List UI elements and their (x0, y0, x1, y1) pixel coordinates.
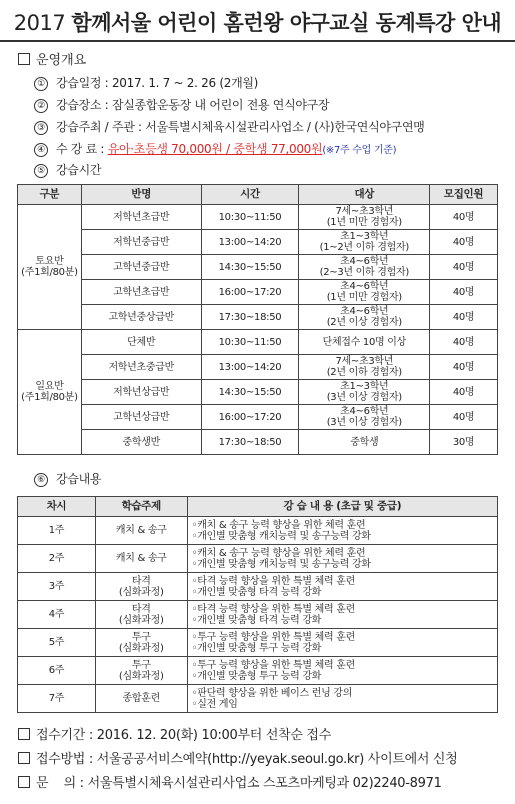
table-row: 3주 타격 (심화과정) ◦타격 능력 향상을 위한 특별 체력 훈련 ◦개인별 맞춤형 타격 능력 강화 (18, 573, 498, 601)
table-row: 고학년상급반 16:00~17:20 초4~6학년 (3년 이상 경험자) 40명 (18, 405, 498, 430)
table-row: 저학년중급반 13:00~14:20 초1~3학년 (1~2년 이하 경험자) 40명 (18, 230, 498, 255)
circled-number: ① (34, 77, 48, 91)
table-row: 6주 투구 (심화과정) ◦투구 능력 향상을 위한 특별 체력 훈련 ◦개인별 맞춤형 투구 능력 강화 (18, 657, 498, 685)
fee-value: 유아·초등생 70,000원 / 중학생 77,000원 (107, 142, 323, 156)
table-row: 저학년초중급반 13:00~14:20 7세~초3학년 (2년 이하 경험자) 40명 (18, 355, 498, 380)
circled-number: ② (34, 99, 48, 113)
title-main: 함께서울 어린이 홈런왕 야구교실 동계특강 안내 (71, 11, 502, 35)
info-times: ⑤ 강습시간 (34, 161, 101, 179)
info-organizer: ③ 강습주최 / 주관 : 서울특별시체육시설관리사업소 / (사)한국연식야구연맹 (34, 118, 425, 136)
table-row: 저학년상급반 14:30~15:50 초1~3학년 (3년 이상 경험자) 40명 (18, 380, 498, 405)
fee-note: (※7주 수업 기준) (322, 145, 397, 156)
info-fee: ④ 수 강 료 : 유아·초등생 70,000원 / 중학생 77,000원(※7주 수업 기준) (34, 140, 396, 160)
table-row: 일요반 (주1회/80분) 단체반 10:30~11:50 단체접수 10명 이상 40명 (18, 330, 498, 355)
overview-heading: 운영개요 (18, 52, 86, 70)
footer-contact: 문 의 : 서울특별시체육시설관리사업소 스포츠마케팅과 02)2240-8971 (18, 775, 442, 793)
table-row: 7주 종합훈련 ◦판단력 향상을 위한 베이스 런닝 강의 ◦실전 게임 (18, 685, 498, 713)
checkbox-square-icon (18, 728, 30, 740)
circled-number: ⑤ (34, 164, 48, 178)
day-cell: 일요반 (주1회/80분) (18, 330, 82, 455)
footer-method: 접수방법 : 서울공공서비스예약(http://yeyak.seoul.go.kr) 사이트에서 신청 (18, 751, 457, 769)
circled-number: ③ (34, 121, 48, 135)
table-row: 5주 투구 (심화과정) ◦투구 능력 향상을 위한 특별 체력 훈련 ◦개인별 맞춤형 투구 능력 강화 (18, 629, 498, 657)
checkbox-square-icon (18, 752, 30, 764)
info-schedule: ① 강습일정 : 2017. 1. 7 ~ 2. 26 (2개월) (34, 74, 258, 92)
table-header-row: 차시 학습주제 강 습 내 용 (초급 및 중급) (18, 497, 498, 517)
table-header-row: 구분 반명 시간 대상 모집인원 (18, 185, 498, 205)
table-row: 토요반 (주1회/80분) 저학년초급반 10:30~11:50 7세~초3학년 (1년 미만 경험자) 40명 (18, 205, 498, 230)
table-row: 4주 타격 (심화과정) ◦타격 능력 향상을 위한 특별 체력 훈련 ◦개인별 맞춤형 타격 능력 강화 (18, 601, 498, 629)
table-row: 고학년중상급반 17:30~18:50 초4~6학년 (2년 이상 경험자) 40명 (18, 305, 498, 330)
table-row: 고학년초급반 16:00~17:20 초4~6학년 (1년 미만 경험자) 40명 (18, 280, 498, 305)
table-row: 고학년중급반 14:30~15:50 초4~6학년 (2~3년 이하 경험자) 40명 (18, 255, 498, 280)
curriculum-table (17, 496, 498, 713)
day-cell: 토요반 (주1회/80분) (18, 205, 82, 330)
title-year: 2017 (13, 11, 66, 35)
page-title (0, 4, 515, 42)
table-row: 2주 캐치 & 송구 ◦캐치 & 송구 능력 향상을 위한 체력 훈련 ◦개인별 맞춤형 캐치능력 및 송구능력 강화 (18, 545, 498, 573)
table-row: 중학생반 17:30~18:50 중학생 30명 (18, 430, 498, 455)
circled-number: ⑥ (34, 473, 48, 487)
checkbox-square-icon (18, 776, 30, 788)
info-location: ② 강습장소 : 잠실종합운동장 내 어린이 전용 연식야구장 (34, 96, 329, 114)
schedule-table (17, 184, 498, 455)
footer-period: 접수기간 : 2016. 12. 20(화) 10:00부터 선착순 접수 (18, 727, 331, 745)
content-heading: ⑥ 강습내용 (34, 470, 101, 488)
checkbox-square-icon (18, 53, 30, 65)
circled-number: ④ (34, 143, 48, 157)
table-row: 1주 캐치 & 송구 ◦캐치 & 송구 능력 향상을 위한 체력 훈련 ◦개인별 맞춤형 캐치능력 및 송구능력 강화 (18, 517, 498, 545)
